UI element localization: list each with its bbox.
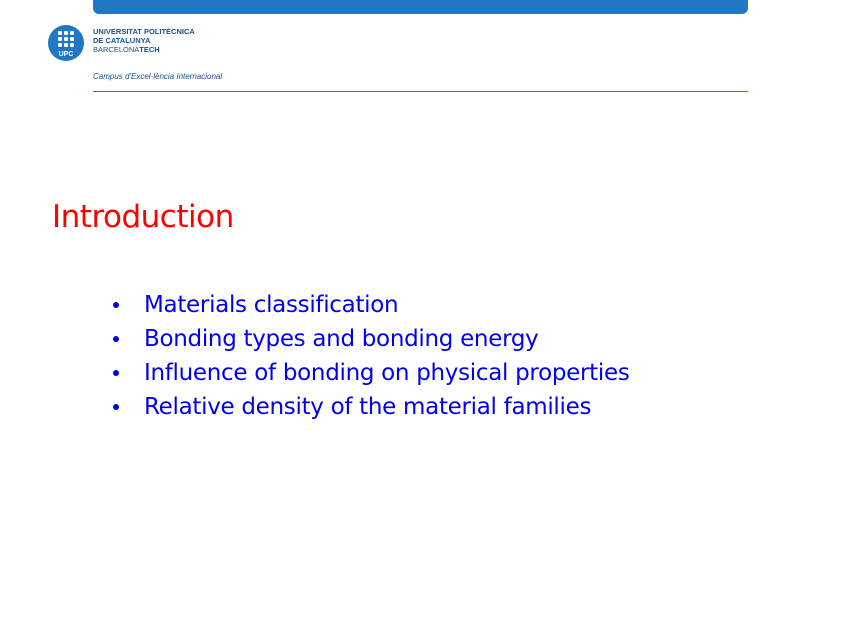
bullet-dot-icon (113, 336, 119, 342)
university-line-3-tech: TECH (139, 45, 160, 54)
bullet-item (112, 392, 630, 426)
university-line-1: UNIVERSITAT POLITÈCNICA (93, 27, 195, 36)
campus-tagline: Campus d'Excel·lència Internacional (93, 72, 223, 81)
bullet-item (112, 324, 630, 358)
slide-title: Introduction (52, 199, 234, 235)
logo-text: UPC (58, 51, 74, 58)
university-line-3-city: BARCELONA (93, 45, 140, 54)
header-divider (93, 91, 748, 92)
header-top-bar (93, 0, 748, 14)
university-line-2: DE CATALUNYA (93, 36, 151, 45)
university-name (93, 27, 195, 54)
bullet-item (112, 358, 630, 392)
bullet-text: Relative density of the material families (144, 394, 592, 420)
university-line-3 (93, 45, 195, 54)
bullet-dot-icon (113, 404, 119, 410)
bullet-item (112, 290, 630, 324)
bullet-dot-icon (113, 370, 119, 376)
bullet-text: Influence of bonding on physical properties (144, 360, 630, 386)
bullet-text: Bonding types and bonding energy (144, 326, 539, 352)
upc-logo-icon (48, 25, 84, 61)
bullet-list (112, 290, 630, 426)
bullet-dot-icon (113, 302, 119, 308)
bullet-text: Materials classification (144, 292, 399, 318)
